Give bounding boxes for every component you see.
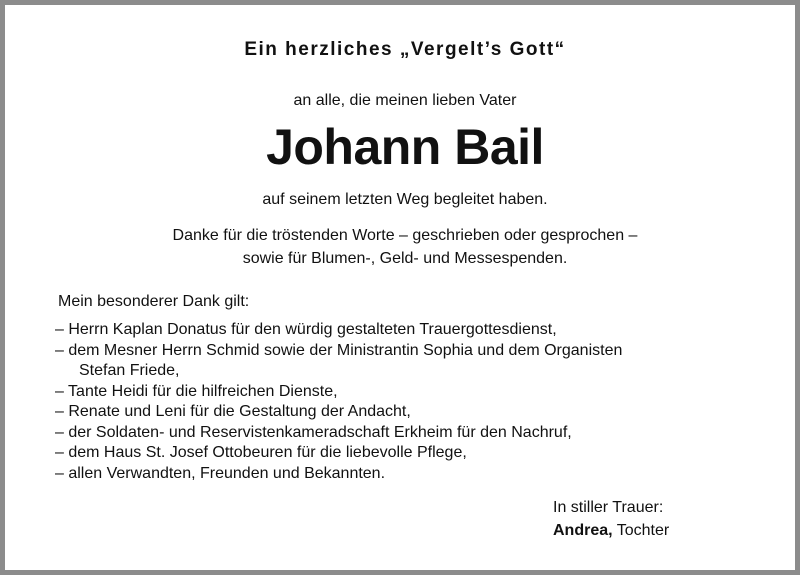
special-thanks-list [55, 320, 622, 484]
signature-block [553, 496, 669, 542]
signature-line: In stiller Trauer: [553, 499, 664, 516]
notice-heading: Ein herzliches „Vergelt’s Gott“ [244, 39, 566, 60]
list-item: – allen Verwandten, Freunden und Bekannten. [55, 464, 386, 482]
thanks-paragraph [5, 224, 800, 270]
deceased-name: Johann Bail [266, 119, 544, 175]
list-item: – dem Haus St. Josef Ottobeuren für die liebevolle Pflege, [55, 444, 467, 461]
signer-name: Andrea, [553, 522, 613, 539]
special-thanks-heading: Mein besonderer Dank gilt: [58, 293, 250, 310]
list-item: – dem Mesner Herrn Schmid sowie der Ministrantin Sophia und dem Organisten [55, 341, 623, 359]
list-item: – der Soldaten- und Reservistenkameradschaft Erkheim für den Nachruf, [55, 423, 572, 441]
list-item: – Tante Heidi für die hilfreichen Dienste, [55, 382, 338, 400]
list-item: – Herrn Kaplan Donatus für den würdig gestalteten Trauergottesdienst, [55, 321, 557, 338]
list-item-continuation: Stefan Friede, [79, 362, 180, 379]
list-item: – Renate und Leni für die Gestaltung der Andacht, [55, 403, 411, 420]
signature-name-line [553, 519, 669, 542]
thanks-line: Danke für die tröstenden Worte – geschrieben oder gesprochen – [172, 227, 638, 244]
intro-line: an alle, die meinen lieben Vater [293, 92, 517, 109]
accompanied-line: auf seinem letzten Weg begleitet haben. [262, 191, 548, 208]
thanks-line: sowie für Blumen-, Geld- und Messespenden. [242, 250, 568, 267]
signer-relation: Tochter [612, 522, 670, 539]
